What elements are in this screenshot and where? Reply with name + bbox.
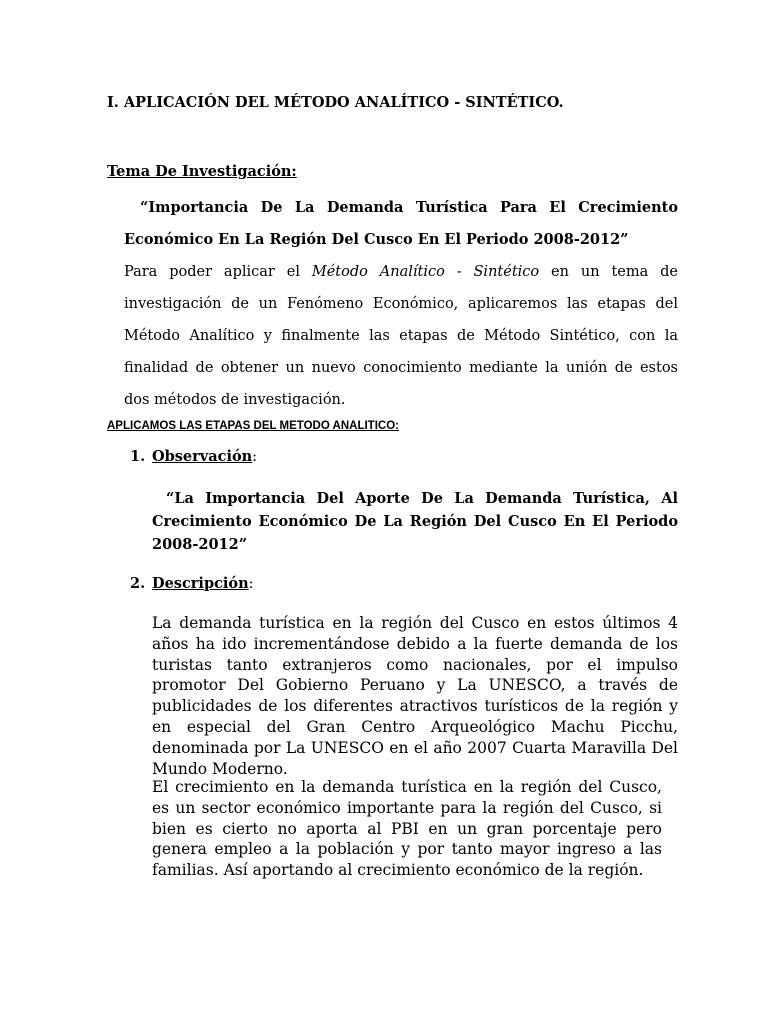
description-number: 2. bbox=[130, 575, 146, 592]
description-colon: : bbox=[248, 576, 254, 592]
observation-label: Observación bbox=[152, 448, 253, 465]
intro-text-start: Para poder aplicar el bbox=[124, 264, 312, 280]
description-paragraph: El crecimiento en la demanda turística en la región del Cusco, es un sector económico importante para la región del Cusco, si bien es cierto no aporta al PBI en un gran porcentaje pero genera empleo a la población y por tanto mayor ingreso a las familias. Así aportando al crecimiento económico de la región. bbox=[152, 778, 662, 880]
description-paragraph: La demanda turística en la región del Cusco en estos últimos 4 años ha ido incrementándose debido a la fuerte demanda de los turistas tanto extranjeros como nacionales, por el impulso promotor Del Gobierno Peruano y La UNESCO, a través de publicidades de los diferentes atractivos turísticos de la región y en especial del Gran Centro Arqueológico Machu Picchu, denominada por La UNESCO en el año 2007 Cuarta Maravilla Del Mundo Moderno. bbox=[152, 614, 678, 778]
main-title: I. APLICACIÓN DEL MÉTODO ANALÍTICO - SINTÉTICO. bbox=[107, 94, 564, 111]
etapas-heading: APLICAMOS LAS ETAPAS DEL METODO ANALITICO: bbox=[107, 420, 399, 432]
description-heading bbox=[130, 575, 254, 592]
intro-text-end: en un tema de investigación de un Fenómeno Económico, aplicaremos las etapas del Método Analítico y finalmente las etapas de Método Sintético, con la finalidad de obtener un nuevo conocimiento mediante la unión de estos dos métodos de investigación. bbox=[124, 264, 679, 408]
research-topic-label: Tema De Investigación: bbox=[107, 163, 297, 180]
description-label: Descripción bbox=[152, 575, 249, 592]
observation-number: 1. bbox=[130, 448, 146, 465]
observation-colon: : bbox=[252, 449, 258, 465]
research-topic-title: “Importancia De La Demanda Turística Para El Crecimiento Económico En La Región Del Cusco En El Periodo 2008-2012” bbox=[124, 199, 678, 248]
observation-quote: “La Importancia Del Aporte De La Demanda Turística, Al Crecimiento Económico De La Región Del Cusco En El Periodo 2008-2012” bbox=[152, 490, 678, 553]
intro-method-name: Método Analítico - Sintético bbox=[311, 264, 540, 280]
observation-heading bbox=[130, 448, 257, 465]
intro-paragraph bbox=[124, 256, 678, 416]
